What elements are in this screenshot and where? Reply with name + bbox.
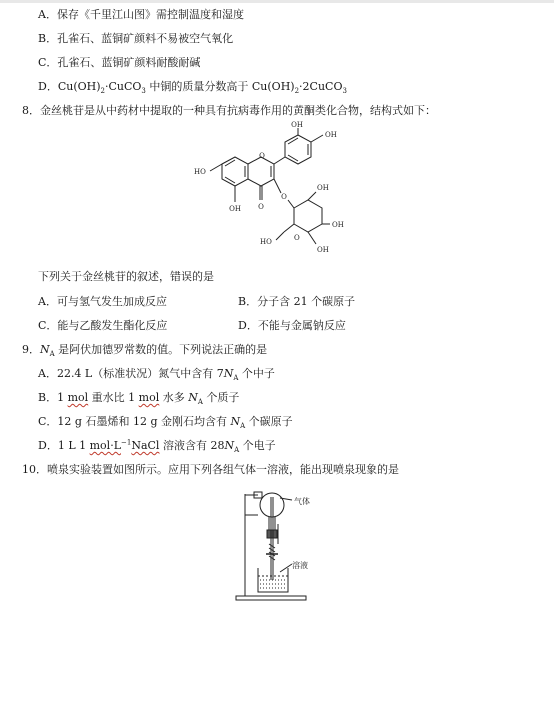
label-oh-sugar1: OH: [317, 184, 329, 192]
label-oh-bottom: OH: [229, 205, 241, 213]
label-o-sugar: O: [294, 234, 300, 242]
label-gas: 气体: [294, 497, 310, 506]
ring-c: [248, 157, 274, 186]
fountain-apparatus: [228, 484, 340, 606]
label-o-ring: O: [259, 152, 265, 160]
q8-stem: 8．金丝桃苷是从中药材中提取的一种具有抗病毒作用的黄酮类化合物，结构式如下：: [22, 104, 436, 117]
label-o-link: O: [281, 193, 287, 201]
label-o-keto: O: [258, 203, 264, 211]
q7-option-a: A．保存《千里江山图》需控制温度和湿度: [38, 8, 244, 21]
flask: [260, 493, 284, 517]
q9-option-b: B．1 mol 重水比 1 mol 水多 $N_A$ 个质子: [38, 391, 240, 407]
q9-stem: 9．$N_A$ 是阿伏加德罗常数的值。下列说法正确的是: [22, 343, 268, 359]
hyperoside-structure: [180, 120, 380, 265]
q7-option-d: D．$Cu(OH)_2\cdot CuCO_3$ 中铜的质量分数高于 $Cu(OH)_2\cdot 2CuCO_3$: [38, 80, 347, 96]
sugar-ring: [294, 200, 322, 232]
q10-stem: 10．喷泉实验装置如图所示。应用下列各组气体一溶液，能出现喷泉现象的是: [22, 463, 399, 476]
ring-b: [285, 135, 311, 164]
q8-option-a: A．可与氢气发生加成反应: [38, 295, 167, 308]
label-oh-sugar3: OH: [317, 246, 329, 254]
label-solution: 溶液: [292, 561, 308, 570]
stand-base: [236, 596, 306, 600]
label-ho-sugar: HO: [260, 238, 272, 246]
ring-a: [222, 157, 248, 186]
q9-option-a: A．22.4 L（标准状况）氮气中含有 $7N_A$ 个中子: [38, 367, 275, 383]
q8-option-b: B．分子含 21 个碳原子: [238, 295, 356, 308]
q8-option-d: D．不能与金属钠反应: [238, 319, 346, 332]
top-bar: [0, 0, 554, 3]
q8-option-c: C．能与乙酸发生酯化反应: [38, 319, 168, 332]
label-oh-right: OH: [325, 131, 337, 139]
label-oh-top: OH: [291, 121, 303, 129]
label-ho-left: HO: [194, 168, 206, 176]
label-oh-sugar2: OH: [332, 221, 344, 229]
q8-prompt: 下列关于金丝桃苷的叙述，错误的是: [38, 270, 214, 283]
q7-option-c: C．孔雀石、蓝铜矿颜料耐酸耐碱: [38, 56, 201, 69]
q9-option-c: C．12 g 石墨烯和 12 g 金刚石均含有 $N_A$ 个碳原子: [38, 415, 293, 431]
q9-option-d: D．1 L 1 $mol\cdot L^{-1}NaCl$ 溶液含有 $28N_A$ 个电子: [38, 438, 276, 455]
q7-option-b: B．孔雀石、蓝铜矿颜料不易被空气氧化: [38, 32, 234, 45]
